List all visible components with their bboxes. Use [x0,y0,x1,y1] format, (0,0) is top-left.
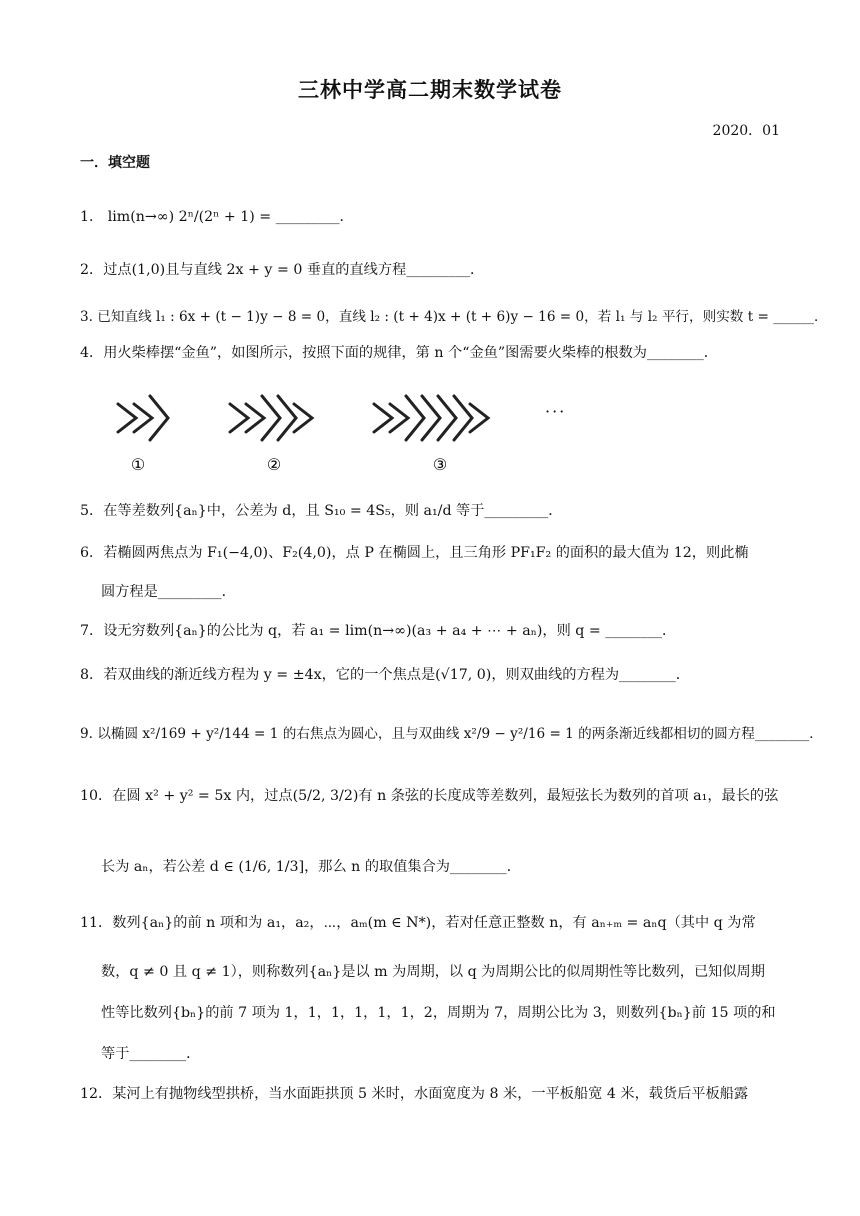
goldfish-matchstick-figure [108,390,538,478]
question-6-line-2: 圆方程是_________． [101,584,236,600]
question-10-line-1: 10．在圆 x² + y² = 5x 内，过点(5/2, 3/2)有 n 条弦的长度成等差数列，最短弦长为数列的首项 a₁，最长的弦 [80,788,779,804]
question-3: 3. 已知直线 l₁ : 6x + (t − 1)y − 8 = 0，直线 l₂ : (t + 4)x + (t + 6)y − 16 = 0，若 l₁ 与 l₂ 平行，则实数 t = ______． [80,309,828,325]
question-11-line-3: 性等比数列{bₙ}的前 7 项为 1，1，1，1，1，1，2，周期为 7，周期公比为 3，则数列{bₙ}前 15 项的和 [101,1005,776,1021]
question-5: 5．在等差数列{aₙ}中，公差为 d，且 S₁₀ = 4S₅，则 a₁/d 等于_________． [80,503,563,519]
exam-title: 三林中学高二期末数学试卷 [298,78,562,102]
figure-label-3: ③ [432,455,448,474]
question-1: 1． lim(n→∞) 2ⁿ/(2ⁿ + 1) = _________． [80,209,354,225]
question-9: 9. 以椭圆 x²/169 + y²/144 = 1 的右焦点为圆心，且与双曲线 x²/9 − y²/16 = 1 的两条渐近线都相切的圆方程________． [80,726,823,742]
question-10-line-2: 长为 aₙ，若公差 d ∈ (1/6, 1/3]，那么 n 的取值集合为________． [101,859,521,875]
question-4: 4．用火柴棒摆“金鱼”，如图所示，按照下面的规律，第 n 个“金鱼”图需要火柴棒的根数为________． [80,345,718,361]
section-title: 一．填空题 [80,155,150,171]
figure-ellipsis: ··· [545,402,567,421]
question-6-line-1: 6．若椭圆两焦点为 F₁(−4,0)、F₂(4,0)，点 P 在椭圆上，且三角形 PF₁F₂ 的面积的最大值为 12，则此椭 [80,545,749,561]
question-11-line-1: 11．数列{aₙ}的前 n 项和为 a₁，a₂，⋯，aₘ(m ∈ N*)，若对任意正整数 n，有 aₙ₊ₘ = aₙq（其中 q 为常 [80,915,756,931]
question-11-line-2: 数，q ≠ 0 且 q ≠ 1），则称数列{aₙ}是以 m 为周期，以 q 为周期公比的似周期性等比数列，已知似周期 [101,964,765,980]
question-7: 7．设无穷数列{aₙ}的公比为 q，若 a₁ = lim(n→∞)(a₃ + a₄ + ⋯ + aₙ)，则 q = ________． [80,623,677,639]
question-2: 2．过点(1,0)且与直线 2x + y = 0 垂直的直线方程_________． [80,262,485,278]
exam-date: 2020．01 [712,123,780,139]
question-12-line-1: 12．某河上有抛物线型拱桥，当水面距拱顶 5 米时，水面宽度为 8 米，一平板船宽 4 米，载货后平板船露 [80,1086,749,1102]
question-11-line-4: 等于________． [101,1046,201,1062]
figure-label-1: ① [130,455,146,474]
question-8: 8．若双曲线的渐近线方程为 y = ±4x，它的一个焦点是(√17, 0)，则双曲线的方程为________． [80,667,690,683]
figure-label-2: ② [266,455,282,474]
